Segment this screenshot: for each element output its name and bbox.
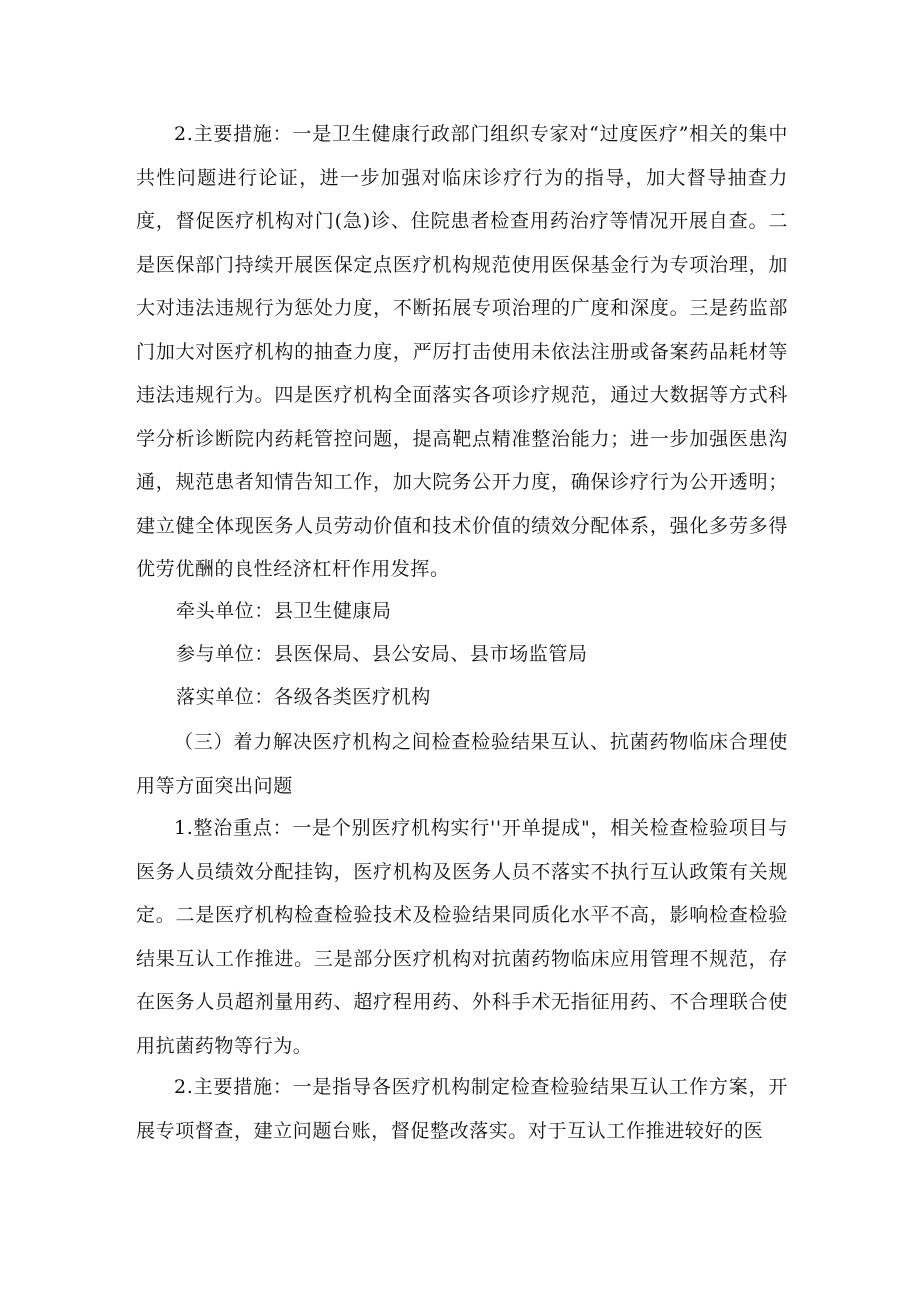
paragraph-main-measures: 2.主要措施：一是卫生健康行政部门组织专家对“过度医疗”相关的集中共性问题进行论证，进一步加强对临床诊疗行为的指导，加大督导抽查力度，督促医疗机构对门(急)诊、住院患者检查用药治疗等情况开展自查。二是医保部门持续开展医保定点医疗机构规范使用医保基金行为专项治理，加大对违法违规行为惩处力度，不断拓展专项治理的广度和深度。三是药监部门加大对医疗机构的抽查力度，严厉打击使用未依法注册或备案药品耗材等违法违规行为。四是医疗机构全面落实各项诊疗规范，通过大数据等方式科学分析诊断院内药耗管控问题，提高靶点精准整治能力；进一步加强医患沟通，规范患者知情告知工作，加大院务公开力度，确保诊疗行为公开透明；建立健全体现医务人员劳动价值和技术价值的绩效分配体系，强化多劳多得优劳优酬的良性经济杠杆作用发挥。 <box>136 123 788 580</box>
paragraph-main-measures-2: 2.主要措施：一是指导各医疗机构制定检查检验结果互认工作方案，开展专项督查，建立问题台账，督促整改落实。对于互认工作推进较好的医 <box>136 1076 788 1142</box>
implementing-units-line: 落实单位：各级各类医疗机构 <box>176 686 431 708</box>
section-heading-3: （三）着力解决医疗机构之间检查检验结果互认、抗菌药物临床合理使用等方面突出问题 <box>136 731 788 797</box>
lead-unit-line: 牵头单位：县卫生健康局 <box>176 600 392 622</box>
participating-units-line: 参与单位：县医保局、县公安局、县市场监管局 <box>176 643 588 665</box>
paragraph-rectification-focus: 1.整治重点：一是个别医疗机构实行''开单提成"，相关检查检验项目与医务人员绩效分配挂钩，医疗机构及医务人员不落实不执行互认政策有关规定。二是医疗机构检查检验技术及检验结果同质化水平不高，影响检查检验结果互认工作推进。三是部分医疗机构对抗菌药物临床应用管理不规范，存在医务人员超剂量用药、超疗程用药、外科手术无指征用药、不合理联合使用抗菌药物等行为。 <box>136 817 788 1057</box>
